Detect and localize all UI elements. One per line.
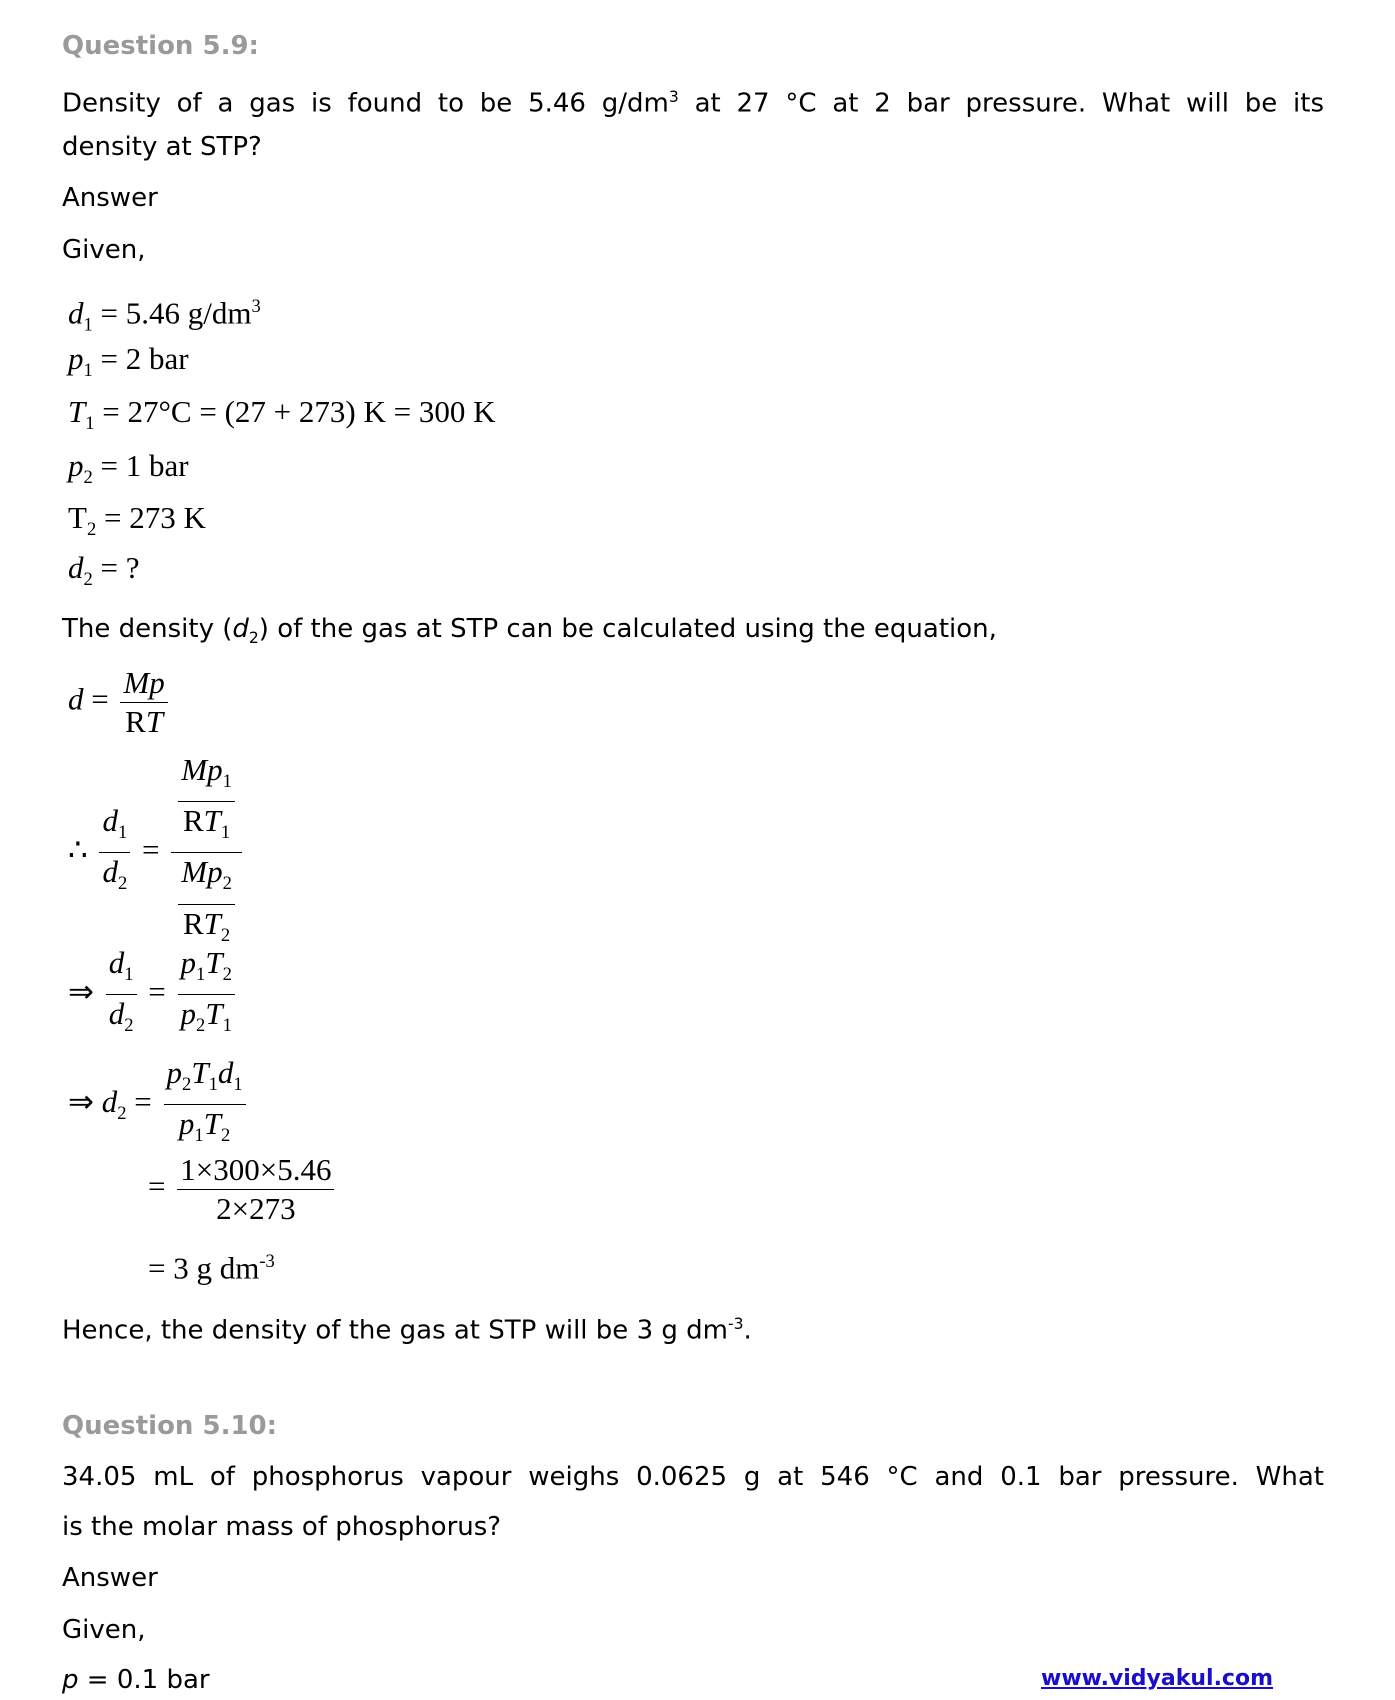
equation-result: = 3 g $dm^{-3}$ xyxy=(148,1250,275,1286)
answer-label-2: Answer xyxy=(62,1563,158,1593)
vidyakul-link[interactable]: www.vidyakul.com xyxy=(1041,1666,1274,1691)
question-5-10-line-1: 34.05 mL of phosphorus vapour weighs 0.0625 g at 546 °C and 0.1 bar pressure. What xyxy=(62,1462,1324,1492)
conclusion-text: Hence, the density of the gas at STP will be 3 g $dm^{-3}$. xyxy=(62,1315,752,1346)
equation-density: d = $\frac{Mp}{RT}$ xyxy=(68,665,172,740)
given-label-2: Given, xyxy=(62,1615,146,1645)
question-5-9-line-1: Density of a gas is found to be 5.46 $g/dm^3$ at 27 °C at 2 bar pressure. What will be its xyxy=(62,88,1324,119)
given-d2: $d_2$ = ? xyxy=(68,550,140,591)
question-5-9-line-2: density at STP? xyxy=(62,132,262,162)
question-5-10-heading: Question 5.10: xyxy=(62,1411,278,1441)
equation-substitution: = $\frac{1\times 300\times 5.46}{2\times 273}$ xyxy=(148,1152,338,1227)
given-label: Given, xyxy=(62,235,146,265)
question-5-9-heading: Question 5.9: xyxy=(62,31,259,61)
answer-label: Answer xyxy=(62,183,158,213)
given-T1: $T_1 = 27^\circ C = (27 + 273) K = 300$ K xyxy=(68,394,496,435)
given-p1: $p_1 = 2$ bar xyxy=(68,341,189,382)
equation-d2: ⇒ $d_2$ = $\frac{p_2T_1d_1}{p_1T_2}$ xyxy=(68,1055,250,1154)
given-pressure: p = 0.1 bar xyxy=(62,1665,210,1695)
given-T2: $T_2 = 273$ K xyxy=(68,500,206,541)
explanation-text: The density $(d_2)$ of the gas at STP can be calculated using the equation, xyxy=(62,614,997,648)
equation-ratio: ∴ $\frac{d_1}{d_2}$ = $\frac{\frac{Mp_1}{RT_1}}{\frac{Mp_2}{RT_2}}$ xyxy=(68,752,246,954)
equation-simplified: ⇒ $\frac{d_1}{d_2}$ = $\frac{p_1T_2}{p_2T_1}$ xyxy=(68,945,239,1044)
given-d1: $d_1 = 5.46$ $g/dm^3$ xyxy=(68,295,261,336)
given-p2: $p_2 = 1$ bar xyxy=(68,448,189,489)
question-5-10-line-2: is the molar mass of phosphorus? xyxy=(62,1512,502,1542)
